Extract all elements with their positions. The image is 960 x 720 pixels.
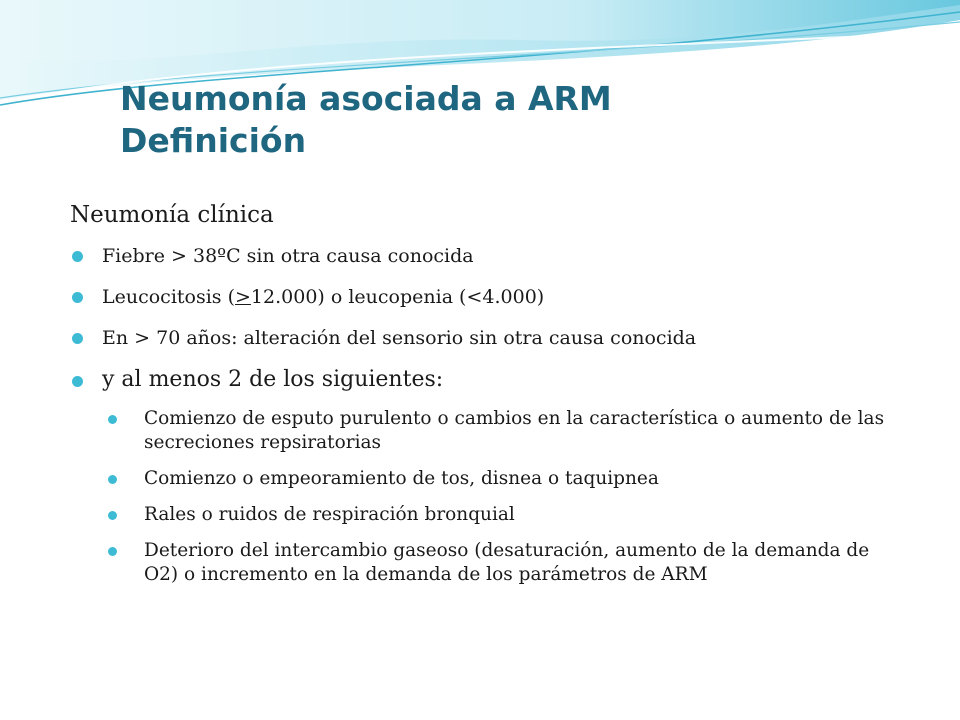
sub-bullet-text: Comienzo o empeoramiento de tos, disnea o taquipnea: [144, 468, 659, 489]
sub-bullet-text: Comienzo de esputo purulento o cambios en la característica o aumento de las secreciones repsiratorias: [144, 408, 885, 453]
sub-bullet-text: Rales o ruidos de respiración bronquial: [144, 504, 515, 525]
bullet-item: [70, 242, 930, 270]
sub-bullet-dot-icon: [108, 511, 117, 520]
sub-bullet-item: [106, 407, 904, 455]
slide-title: [120, 78, 920, 162]
bullet-dot-icon: [72, 376, 83, 387]
bullet-text-underlined: >: [235, 286, 251, 308]
sub-bullet-dot-icon: [108, 547, 117, 556]
sub-bullet-dot-icon: [108, 475, 117, 484]
sub-bullet-item: [106, 539, 904, 587]
bullet-text-part: 12.000) o leucopenia (<4.000): [250, 286, 545, 308]
slide-title-line-1: Neumonía asociada a ARM: [120, 79, 612, 118]
slide-body: [70, 198, 930, 599]
bullet-text: Fiebre > 38ºC sin otra causa conocida: [102, 245, 474, 267]
sub-bullet-text: Deterioro del intercambio gaseoso (desaturación, aumento de la demanda de O2) o incremento en la demanda de los parámetros de ARM: [144, 540, 870, 585]
bullet-dot-icon: [72, 292, 83, 303]
bullet-item: [70, 324, 930, 352]
sub-bullet-item: [106, 467, 904, 491]
bullet-item: [70, 283, 930, 311]
slide-title-line-2: Definición: [120, 121, 307, 160]
bullet-item: [70, 365, 930, 395]
bullet-text-part: Leucocitosis (: [102, 286, 235, 308]
bullet-text: En > 70 años: alteración del sensorio sin otra causa conocida: [102, 327, 697, 349]
sub-bullet-item: [106, 503, 904, 527]
section-heading: Neumonía clínica: [70, 202, 274, 228]
bullet-text: y al menos 2 de los siguientes:: [102, 367, 444, 392]
bullet-dot-icon: [72, 251, 83, 262]
sub-bullet-dot-icon: [108, 415, 117, 424]
bullet-dot-icon: [72, 333, 83, 344]
